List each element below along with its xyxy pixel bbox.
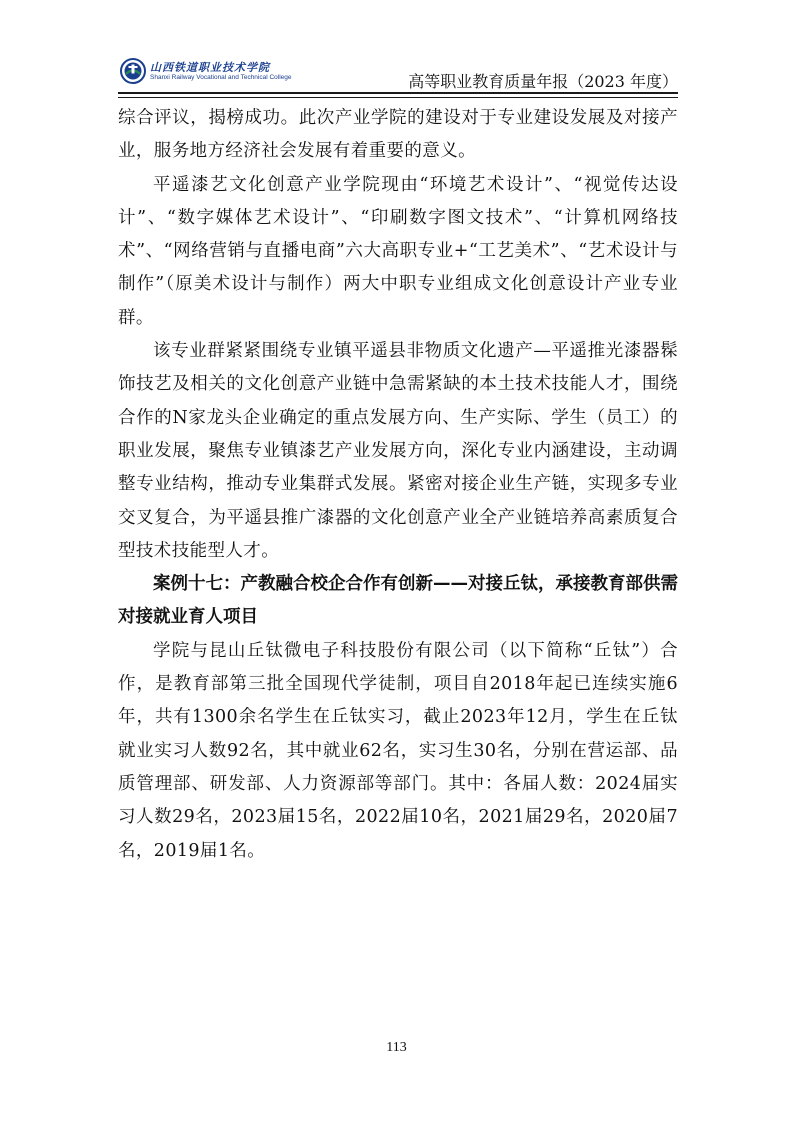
paragraph: 学院与昆山丘钛微电子科技股份有限公司（以下简称“丘钛”）合作，是教育部第三批全国现代学徒制，项目自2018年起已连续实施6年，共有1300余名学生在丘钛实习，截止2023年12月，学生在丘钛就业实习人数92名，其中就业62名，实习生30名，分别在营运部、品质管理部、研发部、人力资源部等部门。其中：各届人数：2024届实习人数29名，2023届15名，2022届10名，2021届29名，2020届7名，2019届1名。 [118,640,678,861]
paragraph: 平遥漆艺文化创意产业学院现由“环境艺术设计”、“视觉传达设计”、“数字媒体艺术设计”、“印刷数字图文技术”、“计算机网络技术”、“网络营销与直播电商”六大高职专业+“工艺美术”、“艺术设计与制作”（原美术设计与制作）两大中职专业组成文化创意设计产业专业群。 [118,174,678,328]
college-logo [118,58,328,88]
page-number: 113 [386,1040,407,1055]
report-title: 高等职业教育质量年报（2023 年度） [408,72,678,91]
college-emblem-icon [120,58,146,84]
page-header [118,52,678,98]
page-body [118,102,678,868]
logo-chinese-name: 山西铁道职业技术学院 [150,61,270,74]
paragraph: 该专业群紧紧围绕专业镇平遥县非物质文化遗产—平遥推光漆器髹饰技艺及相关的文化创意产业链中急需紧缺的本土技术技能人才，围绕合作的N家龙头企业确定的重点发展方向、生产实际、学生（员工）的职业发展，聚焦专业镇漆艺产业发展方向，深化专业内涵建设，主动调整专业结构，推动专业集群式发展。紧密对接企业生产链，实现多专业交叉复合，为平遥县推广漆器的文化创意产业全产业链培养高素质复合型技术技能型人才。 [118,341,678,561]
case-heading: 案例十七：产教融合校企合作有创新——对接丘钛，承接教育部供需对接就业育人项目 [118,574,678,628]
header-divider [118,92,678,98]
logo-english-name: Shanxi Railway Vocational and Technical College [150,74,292,81]
paragraph: 综合评议，揭榜成功。此次产业学院的建设对于专业建设发展及对接产业，服务地方经济社会发展有着重要的意义。 [118,108,678,162]
